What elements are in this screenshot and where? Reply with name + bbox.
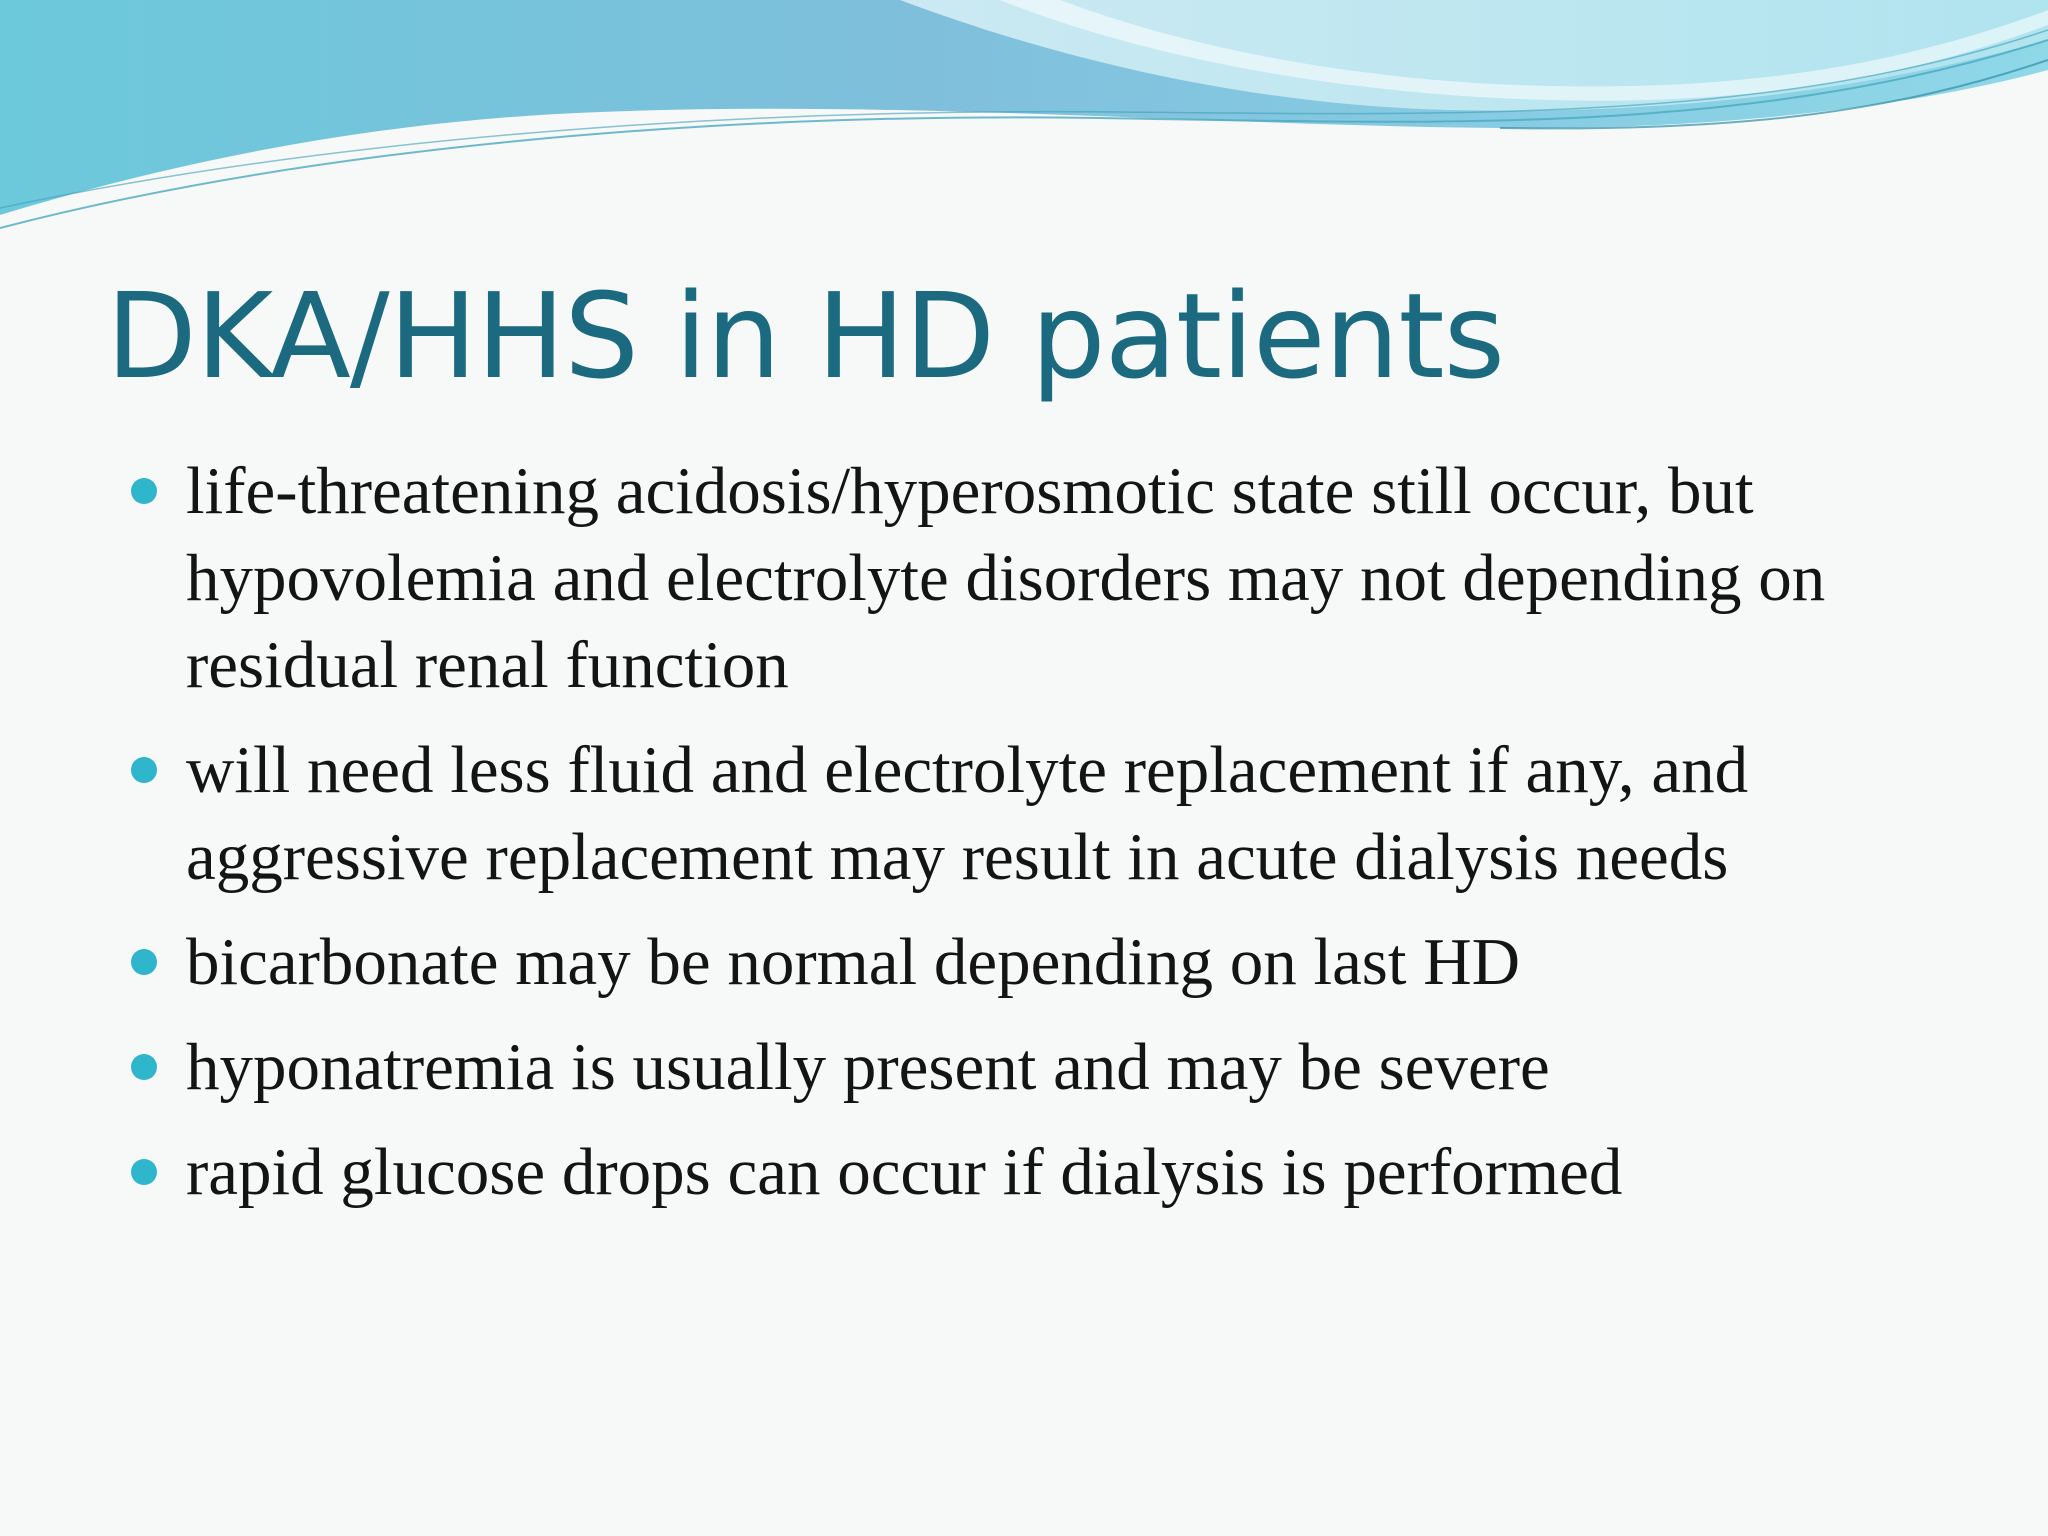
bullet-text: rapid glucose drops can occur if dialysis is performed bbox=[186, 1135, 1623, 1209]
bullet-text: life-threatening acidosis/hyperosmotic state still occur, but hypovolemia and electrolyte disorders may not depending on residual renal function bbox=[186, 454, 1826, 702]
bullet-text: hyponatremia is usually present and may be severe bbox=[186, 1030, 1550, 1104]
bullet-list bbox=[0, 448, 2048, 1216]
header-wave-decoration bbox=[0, 0, 2048, 240]
bullet-item bbox=[0, 919, 2048, 1006]
bullet-text: bicarbonate may be normal depending on last HD bbox=[186, 925, 1521, 999]
bullet-dot-icon bbox=[131, 949, 157, 975]
bullet-dot-icon bbox=[131, 757, 157, 783]
bullet-text: will need less fluid and electrolyte replacement if any, and aggressive replacement may result in acute dialysis needs bbox=[186, 733, 1749, 894]
bullet-item bbox=[0, 1024, 2048, 1111]
bullet-dot-icon bbox=[131, 1159, 157, 1185]
bullet-item bbox=[0, 448, 2048, 709]
bullet-item bbox=[0, 1129, 2048, 1216]
slide-title: DKA/HHS in HD patients bbox=[106, 267, 1505, 405]
bullet-dot-icon bbox=[131, 478, 157, 504]
bullet-dot-icon bbox=[131, 1054, 157, 1080]
bullet-item bbox=[0, 727, 2048, 901]
